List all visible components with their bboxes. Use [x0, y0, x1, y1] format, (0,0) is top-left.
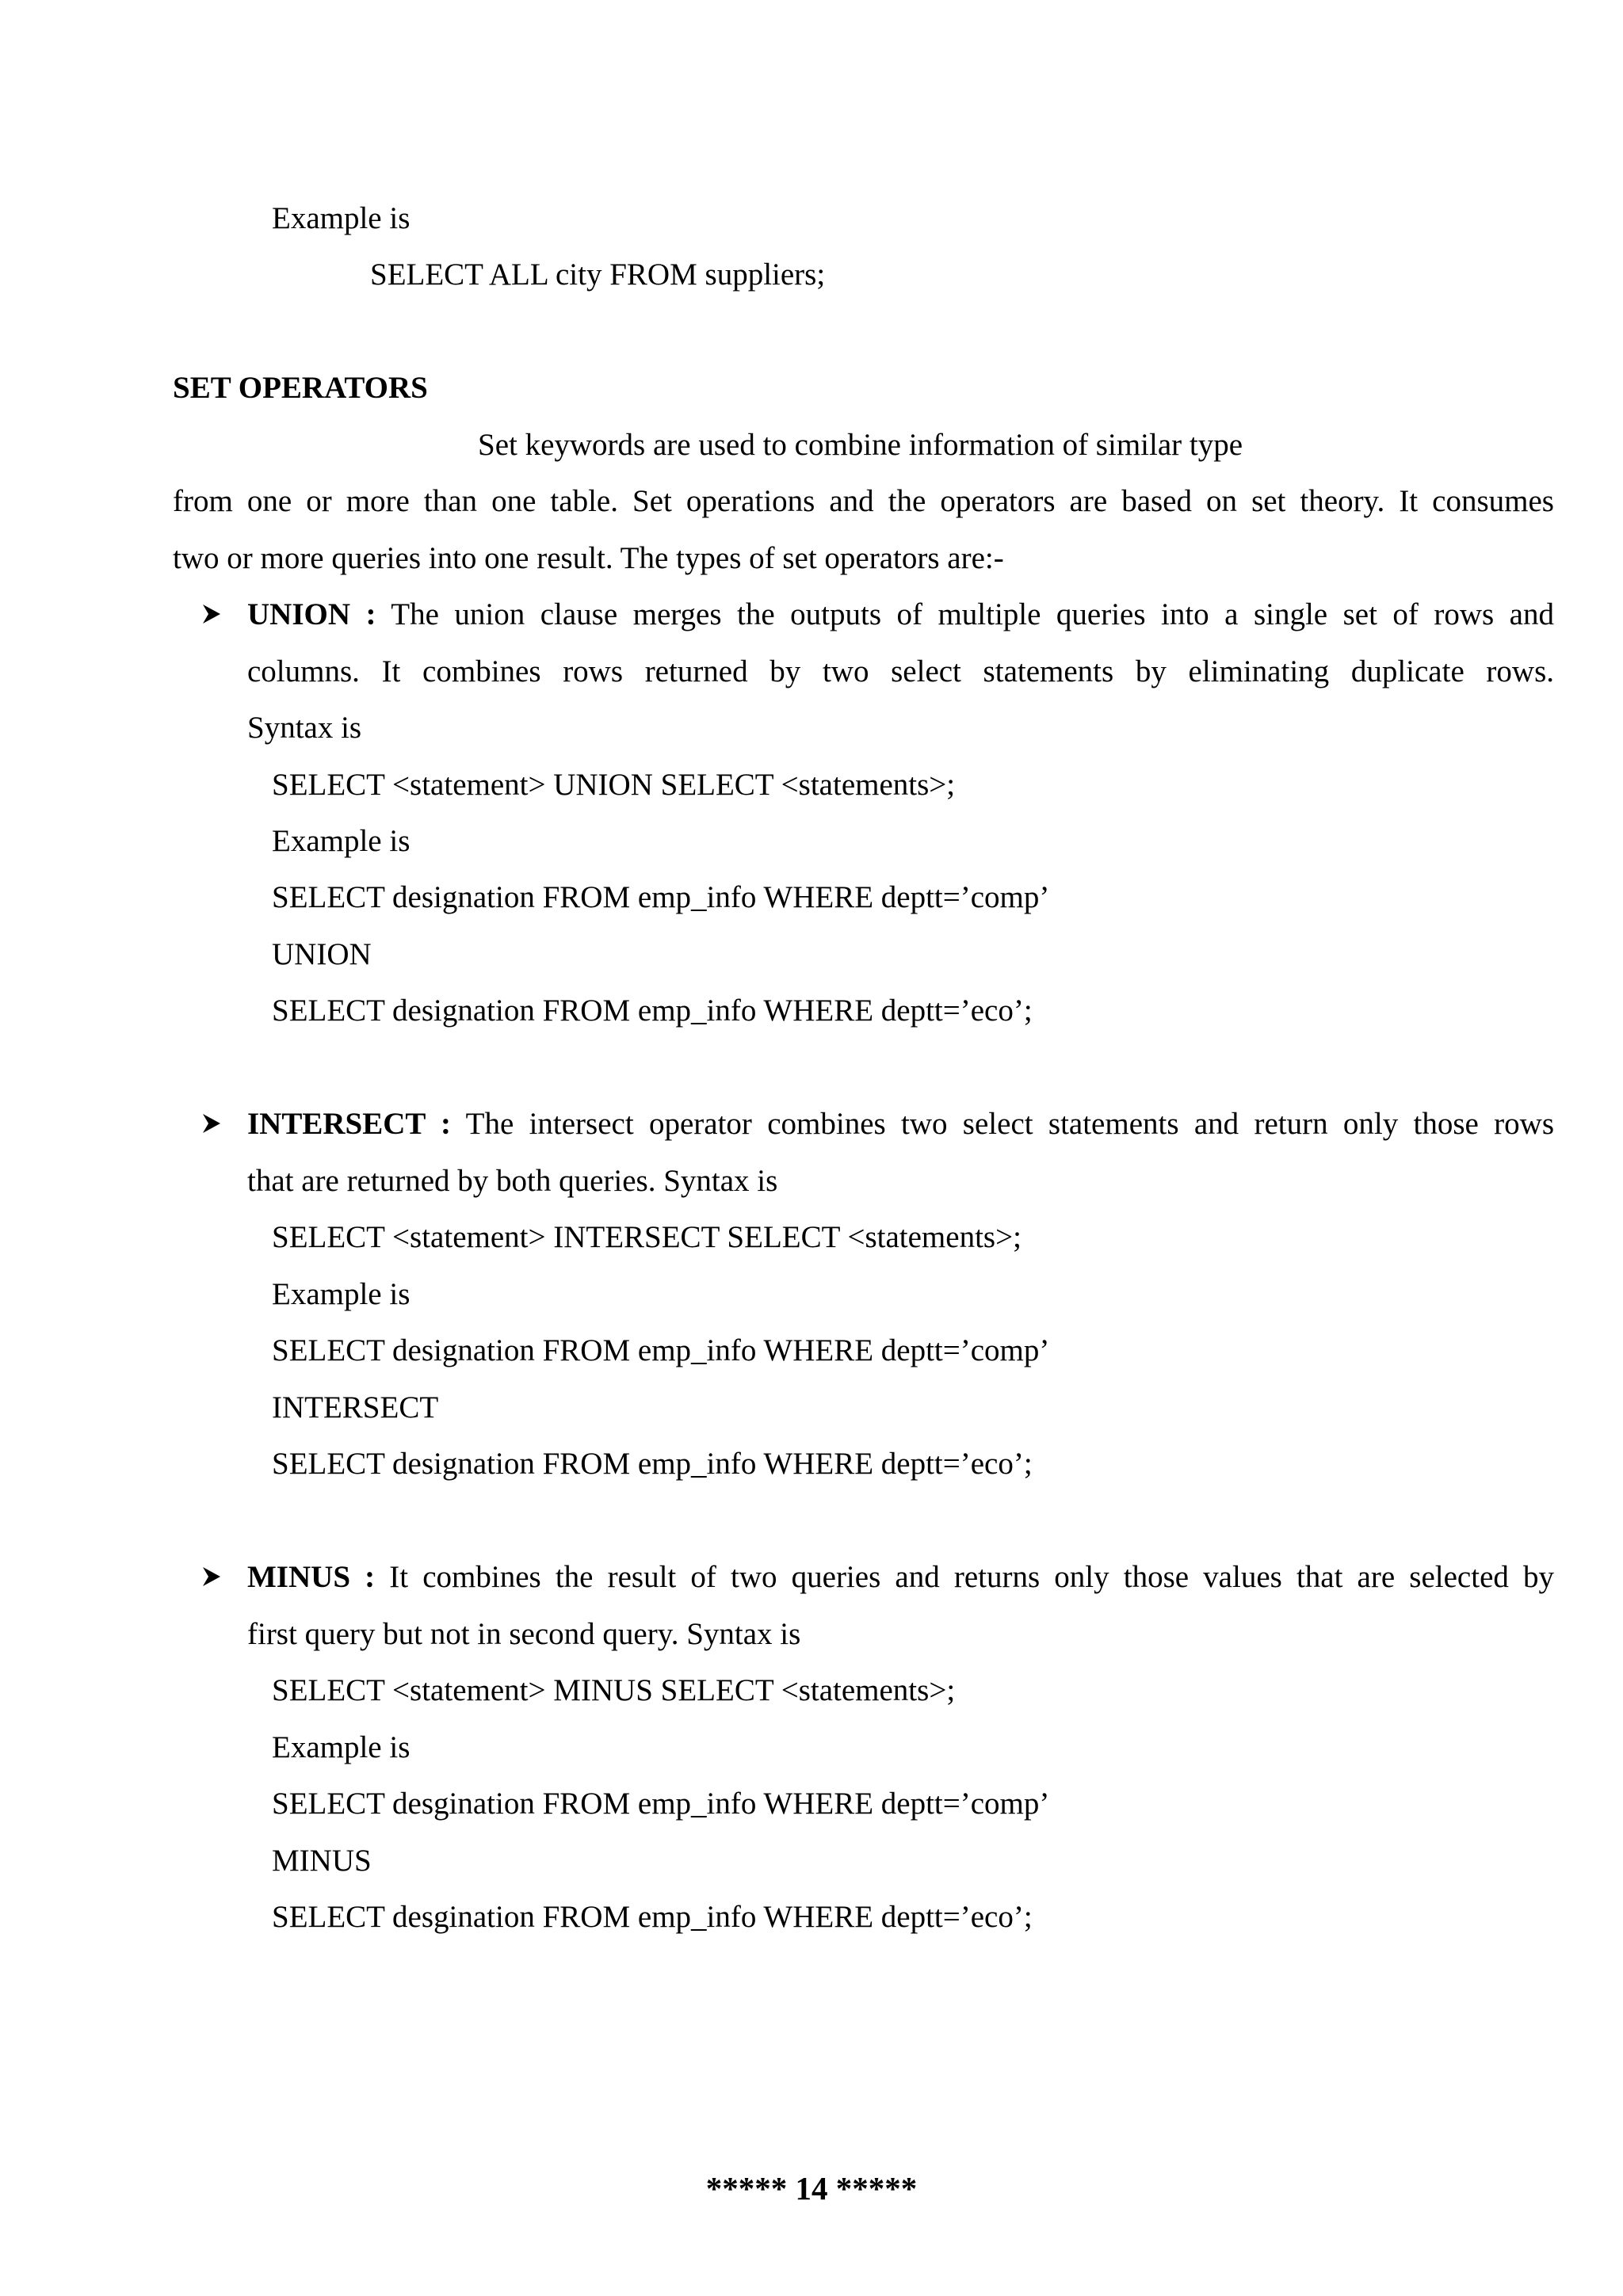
intersect-example-line-3: SELECT designation FROM emp_info WHERE deptt=’eco’; — [272, 1447, 1033, 1481]
minus-example-line-3: SELECT desgination FROM emp_info WHERE deptt=’eco’; — [272, 1900, 1033, 1934]
arrowhead-bullet-icon — [201, 603, 222, 625]
union-desc-line-1: The union clause merges the outputs of multiple queries into a single set of rows and — [391, 597, 1554, 631]
section-paragraph-line-1: Set keywords are used to combine information of similar type — [478, 428, 1243, 462]
intersect-term: INTERSECT : — [247, 1107, 452, 1141]
intersect-example-line-1: SELECT designation FROM emp_info WHERE deptt=’comp’ — [272, 1333, 1050, 1367]
union-example-line-3: SELECT designation FROM emp_info WHERE deptt=’eco’; — [272, 994, 1033, 1028]
arrowhead-bullet-icon — [201, 1566, 222, 1588]
union-example-line-2: UNION — [272, 937, 372, 971]
minus-example-line-2: MINUS — [272, 1844, 372, 1878]
minus-syntax: SELECT <statement> MINUS SELECT <statements>; — [272, 1673, 956, 1707]
union-description-line-1 — [247, 599, 1554, 630]
minus-example-label: Example is — [272, 1730, 411, 1764]
union-description-line-2: columns. It combines rows returned by two select statements by eliminating duplicate rows. — [247, 654, 1554, 688]
intersect-example-line-2: INTERSECT — [272, 1390, 439, 1425]
minus-desc-line-1: It combines the result of two queries and returns only those values that are selected by — [389, 1560, 1555, 1594]
minus-term: MINUS : — [247, 1560, 376, 1594]
intersect-syntax: SELECT <statement> INTERSECT SELECT <statements>; — [272, 1220, 1022, 1254]
union-description-line-3: Syntax is — [247, 711, 362, 745]
minus-description-line-2: first query but not in second query. Syntax is — [247, 1617, 801, 1651]
section-heading: SET OPERATORS — [173, 371, 428, 405]
arrowhead-bullet-icon — [201, 1112, 222, 1135]
union-term: UNION : — [247, 597, 376, 631]
union-example-line-1: SELECT designation FROM emp_info WHERE deptt=’comp’ — [272, 880, 1050, 914]
union-syntax: SELECT <statement> UNION SELECT <statements>; — [272, 768, 956, 802]
intro-example-label: Example is — [272, 201, 411, 235]
intro-example-query: SELECT ALL city FROM suppliers; — [370, 257, 826, 292]
page-number-footer: ***** 14 ***** — [705, 2170, 918, 2206]
section-paragraph-line-2: from one or more than one table. Set operations and the operators are based on set theory. It consumes — [173, 484, 1554, 518]
intersect-example-label: Example is — [272, 1277, 411, 1311]
intersect-description-line-1 — [247, 1108, 1554, 1139]
intersect-desc-line-1: The intersect operator combines two select statements and return only those rows — [465, 1107, 1554, 1141]
intersect-description-line-2: that are returned by both queries. Syntax is — [247, 1164, 778, 1198]
section-paragraph-line-3: two or more queries into one result. The types of set operators are:- — [173, 541, 1004, 575]
union-example-label: Example is — [272, 824, 411, 858]
minus-description-line-1 — [247, 1562, 1554, 1592]
minus-example-line-1: SELECT desgination FROM emp_info WHERE deptt=’comp’ — [272, 1787, 1050, 1821]
